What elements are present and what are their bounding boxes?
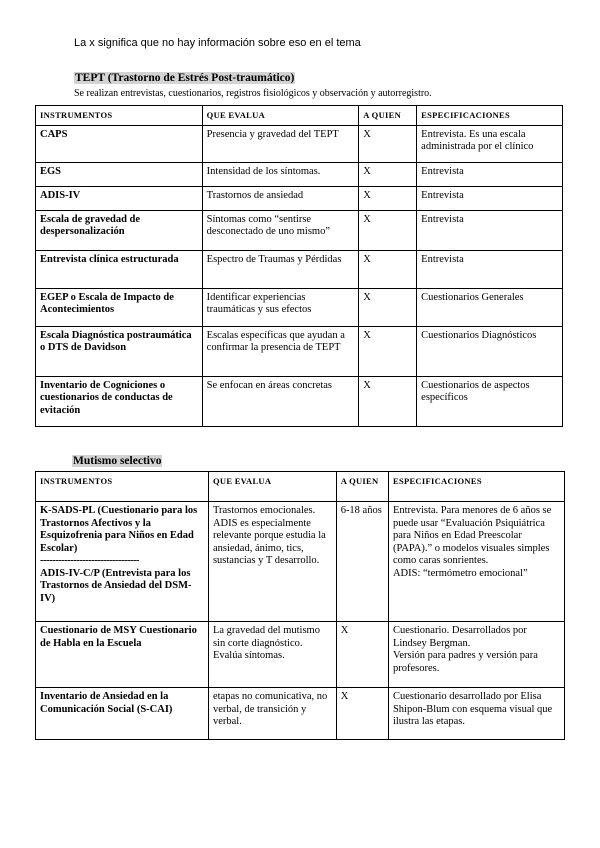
cell-evalua: La gravedad del mutismo sin corte diagnóstico. Evalúa síntomas.	[208, 622, 336, 688]
cell-instrumento	[36, 502, 209, 622]
table-tept	[35, 105, 563, 427]
cell-evalua: Espectro de Traumas y Pérdidas	[202, 250, 359, 288]
table-row	[36, 162, 563, 186]
cell-evalua: Identificar experiencias traumáticas y sus efectos	[202, 288, 359, 326]
header-que-evalua: QUE EVALUA	[202, 106, 359, 126]
espec-line-2: Versión para padres y versión para profesores.	[392, 650, 538, 674]
table-row	[36, 688, 565, 740]
cell-instrumento: Entrevista clínica estructurada	[36, 250, 203, 288]
cell-especificaciones: Entrevista	[417, 162, 563, 186]
table-row	[36, 210, 563, 250]
evalua-line-1: Trastornos emocionales.	[212, 505, 316, 516]
cell-instrumento: ADIS-IV	[36, 186, 203, 210]
table-row	[36, 622, 565, 688]
header-especificaciones: ESPECIFICACIONES	[388, 472, 564, 502]
table-header-row	[36, 106, 563, 126]
cell-especificaciones: Entrevista	[417, 186, 563, 210]
table-row	[36, 326, 563, 376]
cell-quien: X	[359, 288, 417, 326]
header-a-quien: A QUIEN	[336, 472, 388, 502]
cell-quien: X	[359, 125, 417, 162]
cell-instrumento: Inventario de Ansiedad en la Comunicación Social (S-CAI)	[36, 688, 209, 740]
cell-instrumento: CAPS	[36, 125, 203, 162]
separator-line: ---------------------------------	[40, 555, 139, 566]
cell-especificaciones	[388, 502, 564, 622]
header-especificaciones: ESPECIFICACIONES	[417, 106, 563, 126]
cell-instrumento: EGS	[36, 162, 203, 186]
table-mutismo	[35, 471, 565, 740]
instrumento-adis: ADIS-IV-C/P (Entrevista para los Trastornos de Ansiedad del DSM-IV)	[40, 567, 192, 604]
table-header-row	[36, 472, 565, 502]
instrumento-k-sads: K-SADS-PL (Cuestionario para los Trastornos Afectivos y la Esquizofrenia para Niños en Edad Escolar)	[40, 505, 198, 554]
cell-quien: X	[336, 688, 388, 740]
header-a-quien: A QUIEN	[359, 106, 417, 126]
cell-especificaciones: Cuestionarios Generales	[417, 288, 563, 326]
espec-line-1: Entrevista. Para menores de 6 años se puede usar “Evaluación Psiquiátrica para Niños en Edad Preescolar (PAPA).” o modelos visuales simples como caras sonrientes.	[392, 505, 552, 566]
legend-note: La x significa que no hay información sobre eso en el tema	[74, 37, 361, 49]
espec-line-2: ADIS: “termómetro emocional”	[392, 567, 528, 579]
cell-evalua	[208, 502, 336, 622]
cell-instrumento: Escala Diagnóstica postraumática o DTS de Davidson	[36, 326, 203, 376]
cell-quien: X	[359, 250, 417, 288]
table-row	[36, 125, 563, 162]
section-title-mutismo: Mutismo selectivo	[73, 455, 162, 467]
header-instrumentos: INSTRUMENTOS	[36, 106, 203, 126]
cell-quien: X	[359, 210, 417, 250]
table-row	[36, 186, 563, 210]
table-row	[36, 376, 563, 426]
cell-instrumento: Escala de gravedad de despersonalización	[36, 210, 203, 250]
cell-evalua: Intensidad de los síntomas.	[202, 162, 359, 186]
cell-evalua: Se enfocan en áreas concretas	[202, 376, 359, 426]
cell-quien: X	[359, 162, 417, 186]
evalua-line-2: ADIS es especialmente relevante porque estudia la ansiedad, ánimo, tics, sustancias y T desarrollo.	[212, 517, 326, 566]
cell-instrumento: Cuestionario de MSY Cuestionario de Habla en la Escuela	[36, 622, 209, 688]
cell-especificaciones: Entrevista	[417, 210, 563, 250]
cell-evalua: etapas no comunicativa, no verbal, de transición y verbal.	[208, 688, 336, 740]
cell-evalua: Trastornos de ansiedad	[202, 186, 359, 210]
cell-especificaciones: Cuestionarios Diagnósticos	[417, 326, 563, 376]
cell-especificaciones	[388, 622, 564, 688]
header-que-evalua: QUE EVALUA	[208, 472, 336, 502]
cell-evalua: Escalas específicas que ayudan a confirmar la presencia de TEPT	[202, 326, 359, 376]
cell-instrumento: Inventario de Cogniciones o cuestionarios de conductas de evitación	[36, 376, 203, 426]
table-row	[36, 502, 565, 622]
cell-quien: X	[359, 376, 417, 426]
cell-evalua: Síntomas como “sentirse desconectado de uno mismo”	[202, 210, 359, 250]
header-instrumentos: INSTRUMENTOS	[36, 472, 209, 502]
cell-quien: X	[359, 186, 417, 210]
cell-especificaciones: Entrevista	[417, 250, 563, 288]
cell-quien: X	[336, 622, 388, 688]
cell-quien: X	[359, 326, 417, 376]
cell-especificaciones: Entrevista. Es una escala administrada por el clínico	[417, 125, 563, 162]
section-subtitle-tept: Se realizan entrevistas, cuestionarios, registros fisiológicos y observación y autorregistro.	[74, 88, 432, 99]
cell-especificaciones: Cuestionario desarrollado por Elisa Shipon-Blum con esquema visual que ilustra las etapas.	[388, 688, 564, 740]
cell-instrumento: EGEP o Escala de Impacto de Acontecimientos	[36, 288, 203, 326]
table-row	[36, 250, 563, 288]
cell-quien: 6-18 años	[336, 502, 388, 622]
table-row	[36, 288, 563, 326]
section-title-tept: TEPT (Trastorno de Estrés Post-traumático)	[75, 72, 295, 84]
cell-evalua: Presencia y gravedad del TEPT	[202, 125, 359, 162]
cell-especificaciones: Cuestionarios de aspectos específicos	[417, 376, 563, 426]
espec-line-1: Cuestionario. Desarrollados por Lindsey Bergman.	[392, 625, 527, 649]
